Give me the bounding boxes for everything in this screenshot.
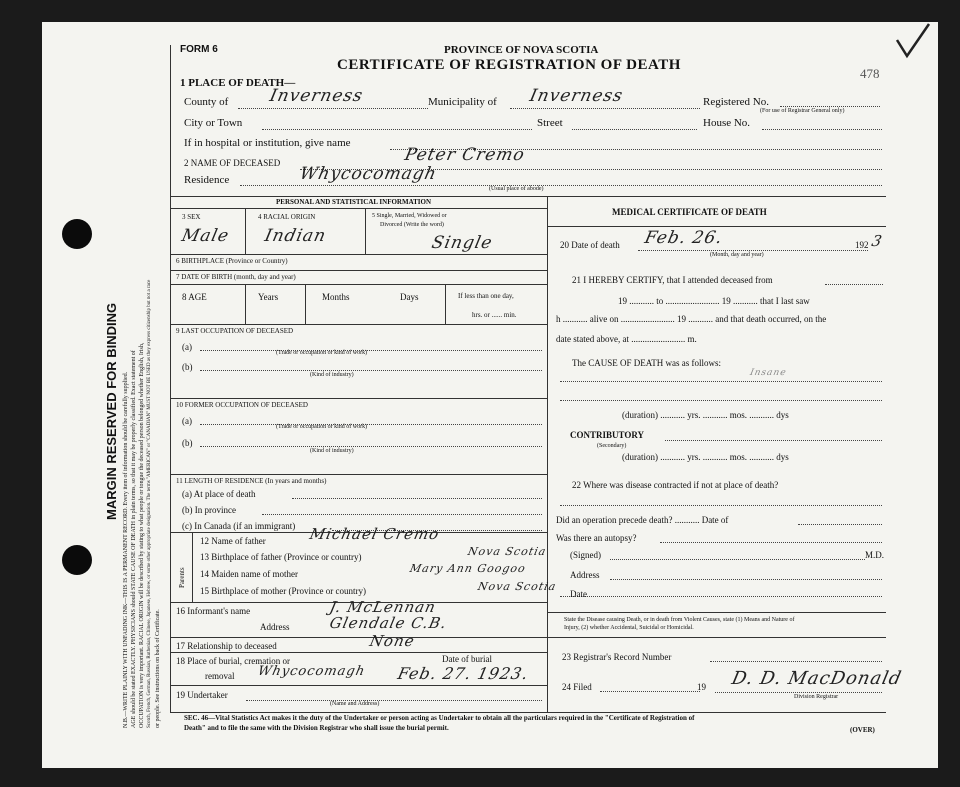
last-occupation-industry-note: (Kind of industry) [310,372,354,378]
violent-note-rule [547,612,886,613]
burial-place-value: Whycocomagh [256,664,367,679]
street-line [572,129,697,130]
residence-in-canada: (c) In Canada (if an immigrant) [182,521,296,531]
margin-reserved-label: MARGIN RESERVED FOR BINDING [104,302,119,520]
margin-instructions-3: OCCUPATION is very important. RACIAL ORIGIN will be described by stating to what people or tongue the deceased person belonged whether English, Irish, [139,342,145,728]
form-left-border [170,45,171,713]
sex-label: 3 SEX [182,213,201,221]
footer-over: (OVER) [850,726,875,734]
page-title: CERTIFICATE OF REGISTRATION OF DEATH [337,57,681,73]
city-label: City or Town [184,117,243,129]
province-heading: PROVINCE OF NOVA SCOTIA [444,44,599,56]
center-divider [547,196,548,712]
contracted-line [560,505,882,506]
former-occupation-b-line [200,446,542,447]
cause-line-1 [560,381,882,382]
filed-label: 24 Filed [562,682,592,692]
mother-value: Mary Ann Googoo [408,562,528,575]
county-value: Inverness [267,86,366,106]
dod-value: Feb. 26. [642,228,725,248]
informant-address-label: Address [260,622,290,632]
race-label: 4 RACIAL ORIGIN [258,213,316,221]
less-than-day-label-1: If less than one day, [458,292,514,300]
former-occupation-a-line [200,424,542,425]
medical-address-label: Address [570,570,600,580]
medical-address-line-2 [560,596,882,597]
age-rule [170,284,547,285]
margin-instructions-5: or people. See instructions on back of Certificate. [155,609,161,728]
personal-heading: PERSONAL AND STATISTICAL INFORMATION [276,198,432,206]
dod-line [638,250,868,251]
mother-label: 14 Maiden name of mother [200,569,298,579]
dod-note: (Month, day and year) [710,252,764,258]
street-label: Street [537,117,563,129]
personal-top-rule [170,196,886,197]
registered-label: Registered No. [703,96,769,108]
filed-year: 19 [697,682,706,692]
undertaker-line [246,700,542,701]
race-value: Indian [262,226,329,246]
residence-line [240,185,882,186]
residence-note: (Usual place of abode) [489,186,544,192]
contributory-label: CONTRIBUTORY [570,430,645,440]
mother-birthplace-label: 15 Birthplace of mother (Province or country) [200,586,366,596]
former-occupation-rule [170,398,547,399]
occupation-rule [170,324,547,325]
registrar-signature: D. D. MacDonald [729,668,904,689]
form-number: FORM 6 [180,44,218,55]
deceased-name-label: 2 NAME OF DECEASED [184,158,281,168]
municipality-label: Municipality of [428,96,497,108]
informant-address-value: Glendale C.B. [328,614,449,632]
father-value: Michael Cremo [308,525,442,543]
check-mark-icon [893,20,933,62]
dod-label: 20 Date of death [560,240,620,250]
sex-value: Male [179,226,232,246]
mother-birthplace-value: Nova Scotia [476,580,558,593]
record-line [710,661,882,662]
less-than-day-label-2: hrs. or ...... min. [472,311,517,319]
dod-year-value: 3 [870,232,885,250]
former-occupation-trade-note: (Trade or occupation or kind of work) [276,424,368,430]
hospital-label: If in hospital or institution, give name [184,137,351,149]
registrar-line [715,692,882,693]
contributory-line [665,440,882,441]
operation-line [798,524,882,525]
marital-value: Single [429,233,495,253]
burial-rule [170,652,547,653]
md-label: M.D. [865,550,885,560]
certify-line-4: date stated above, at ........................ m. [556,334,697,344]
parents-label: Parents [178,567,186,588]
days-label: Days [400,292,419,302]
municipality-line [510,108,700,109]
last-occupation-a-line [200,350,542,351]
age-divider-1 [245,284,246,324]
registrar-note: Division Registrar [794,694,839,700]
parents-divider [192,532,193,602]
residence-label: Residence [184,174,230,186]
removal-label: removal [205,671,235,681]
margin-instructions-1: N.B.—WRITE PLAINLY WITH UNFADING INK—THIS IS A PERMANENT RECORD. Every item of information should be carefully supplied. [123,371,129,728]
footer-sec-line-1: SEC. 46—Vital Statistics Act makes it the duty of the Undertaker or person acting as Undertaker to obtain all the particulars required in the "Certificate of Registration of [184,714,695,722]
margin-instructions-2: AGE should be stated EXACTLY. PHYSICIANS should STATE CAUSE OF DEATH in plain terms, so that it may be properly classified. Exact statement of [131,350,137,728]
medical-heading: MEDICAL CERTIFICATE OF DEATH [612,207,767,217]
residence-length-label: 11 LENGTH OF RESIDENCE (In years and months) [176,477,327,485]
personal-heading-rule [170,208,547,209]
last-occupation-b: (b) [182,362,193,372]
registered-note: (For use of Registrar General only) [760,108,845,114]
residence-at-place: (a) At place of death [182,489,256,499]
certify-line-1-fill [825,284,883,285]
form-bottom-rule [170,712,886,713]
binding-hole-top [62,219,92,249]
years-label: Years [258,292,279,302]
relationship-label: 17 Relationship to deceased [176,641,277,651]
certify-line-1: 21 I HEREBY CERTIFY, that I attended deceased from [572,275,773,285]
county-label: County of [184,96,229,108]
cause-line-2 [560,400,882,401]
signed-label: (Signed) [570,550,601,560]
informant-label: 16 Informant's name [176,606,251,616]
deceased-name-value: Peter Cremo [402,145,527,165]
undertaker-rule [170,685,547,686]
father-birthplace-value: Nova Scotia [466,545,548,558]
race-divider [365,208,366,254]
city-line [262,129,532,130]
contracted-label: 22 Where was disease contracted if not at place of death? [572,480,779,490]
marital-label-1: 5 Single, Married, Widowed or [372,213,447,219]
operation-label: Did an operation precede death? ........... Date of [556,515,729,525]
cause-value: Insane [748,368,788,378]
former-occupation-a: (a) [182,416,192,426]
registered-line [780,106,880,107]
residence-in-province-line [262,514,542,515]
informant-value: J. McLennan [328,598,438,616]
record-rule [547,637,886,638]
cause-duration: (duration) ........... yrs. ........... mos. ........... dys [622,410,789,420]
dob-label: 7 DATE OF BIRTH (month, day and year) [176,273,296,281]
residence-length-rule [170,474,547,475]
municipality-value: Inverness [527,86,626,106]
autopsy-line [660,542,882,543]
house-label: House No. [703,117,751,129]
residence-value: Whycocomagh [297,164,439,184]
burial-date-value: Feb. 27. 1923. [395,664,531,683]
undertaker-note: (Name and Address) [330,701,380,707]
dod-year-prefix: 192 [855,240,869,250]
age-divider-2 [305,284,306,324]
county-line [238,108,428,109]
relationship-value: None [368,632,417,650]
contributory-duration: (duration) ........... yrs. ........... mos. ........... dys [622,452,789,462]
violent-note-1: State the Disease causing Death, or in death from Violent Causes, state (1) Means and Nature of [564,617,795,623]
birthplace-label: 6 BIRTHPLACE (Province or Country) [176,257,288,265]
binding-hole-bottom [62,545,92,575]
age-divider-3 [445,284,446,324]
medical-address-line [610,579,882,580]
place-of-death-heading: 1 PLACE OF DEATH— [180,77,296,89]
medical-heading-rule [547,226,886,227]
secondary-note: (Secondary) [597,443,627,449]
cause-label: The CAUSE OF DEATH was as follows: [572,358,721,368]
filed-line [600,691,700,692]
last-occupation-label: 9 LAST OCCUPATION OF DECEASED [176,327,294,335]
violent-note-2: Injury, (2) whether Accidental, Suicidal or Homicidal. [564,625,694,631]
certify-line-2: 19 ........... to ........................ 19 ........... that I last saw [618,296,810,306]
last-occupation-b-line [200,370,542,371]
age-label: 8 AGE [182,292,207,302]
page-number: 478 [860,66,880,81]
burial-label: 18 Place of burial, cremation or [176,656,290,666]
undertaker-label: 19 Undertaker [176,690,228,700]
signed-line [610,559,865,560]
burial-date-label: Date of burial [442,654,492,664]
dob-rule [170,270,547,271]
medical-date-label: Date [570,589,587,599]
birthplace-rule [170,254,547,255]
father-label: 12 Name of father [200,536,266,546]
autopsy-label: Was there an autopsy? [556,533,637,543]
certify-line-3: h ........... alive on ........................ 19 ........... and that death occurred, on the [556,314,827,324]
sex-divider [245,208,246,254]
father-birthplace-label: 13 Birthplace of father (Province or country) [200,552,362,562]
relationship-rule [170,637,547,638]
house-line [762,129,882,130]
last-occupation-trade-note: (Trade or occupation or kind of work) [276,350,368,356]
marital-label-2: Divorced (Write the word) [380,222,444,228]
residence-in-province: (b) In province [182,505,236,515]
former-occupation-label: 10 FORMER OCCUPATION OF DECEASED [176,401,308,409]
former-occupation-b: (b) [182,438,193,448]
margin-instructions-4: Scotch, French, German, Russian, Ruthenian, Chinese, Japanese, Hebrew, or some other appropriate designation. The terms "AMERICAN" or "CANADIAN" MUST NOT BE USED as they express citizenship but not a race [147,279,152,728]
footer-sec-line-2: Death" and to file the same with the Division Registrar who shall issue the burial permit. [184,724,449,732]
former-occupation-industry-note: (Kind of industry) [310,448,354,454]
last-occupation-a: (a) [182,342,192,352]
record-label: 23 Registrar's Record Number [562,652,672,662]
months-label: Months [322,292,350,302]
residence-at-place-line [292,498,542,499]
